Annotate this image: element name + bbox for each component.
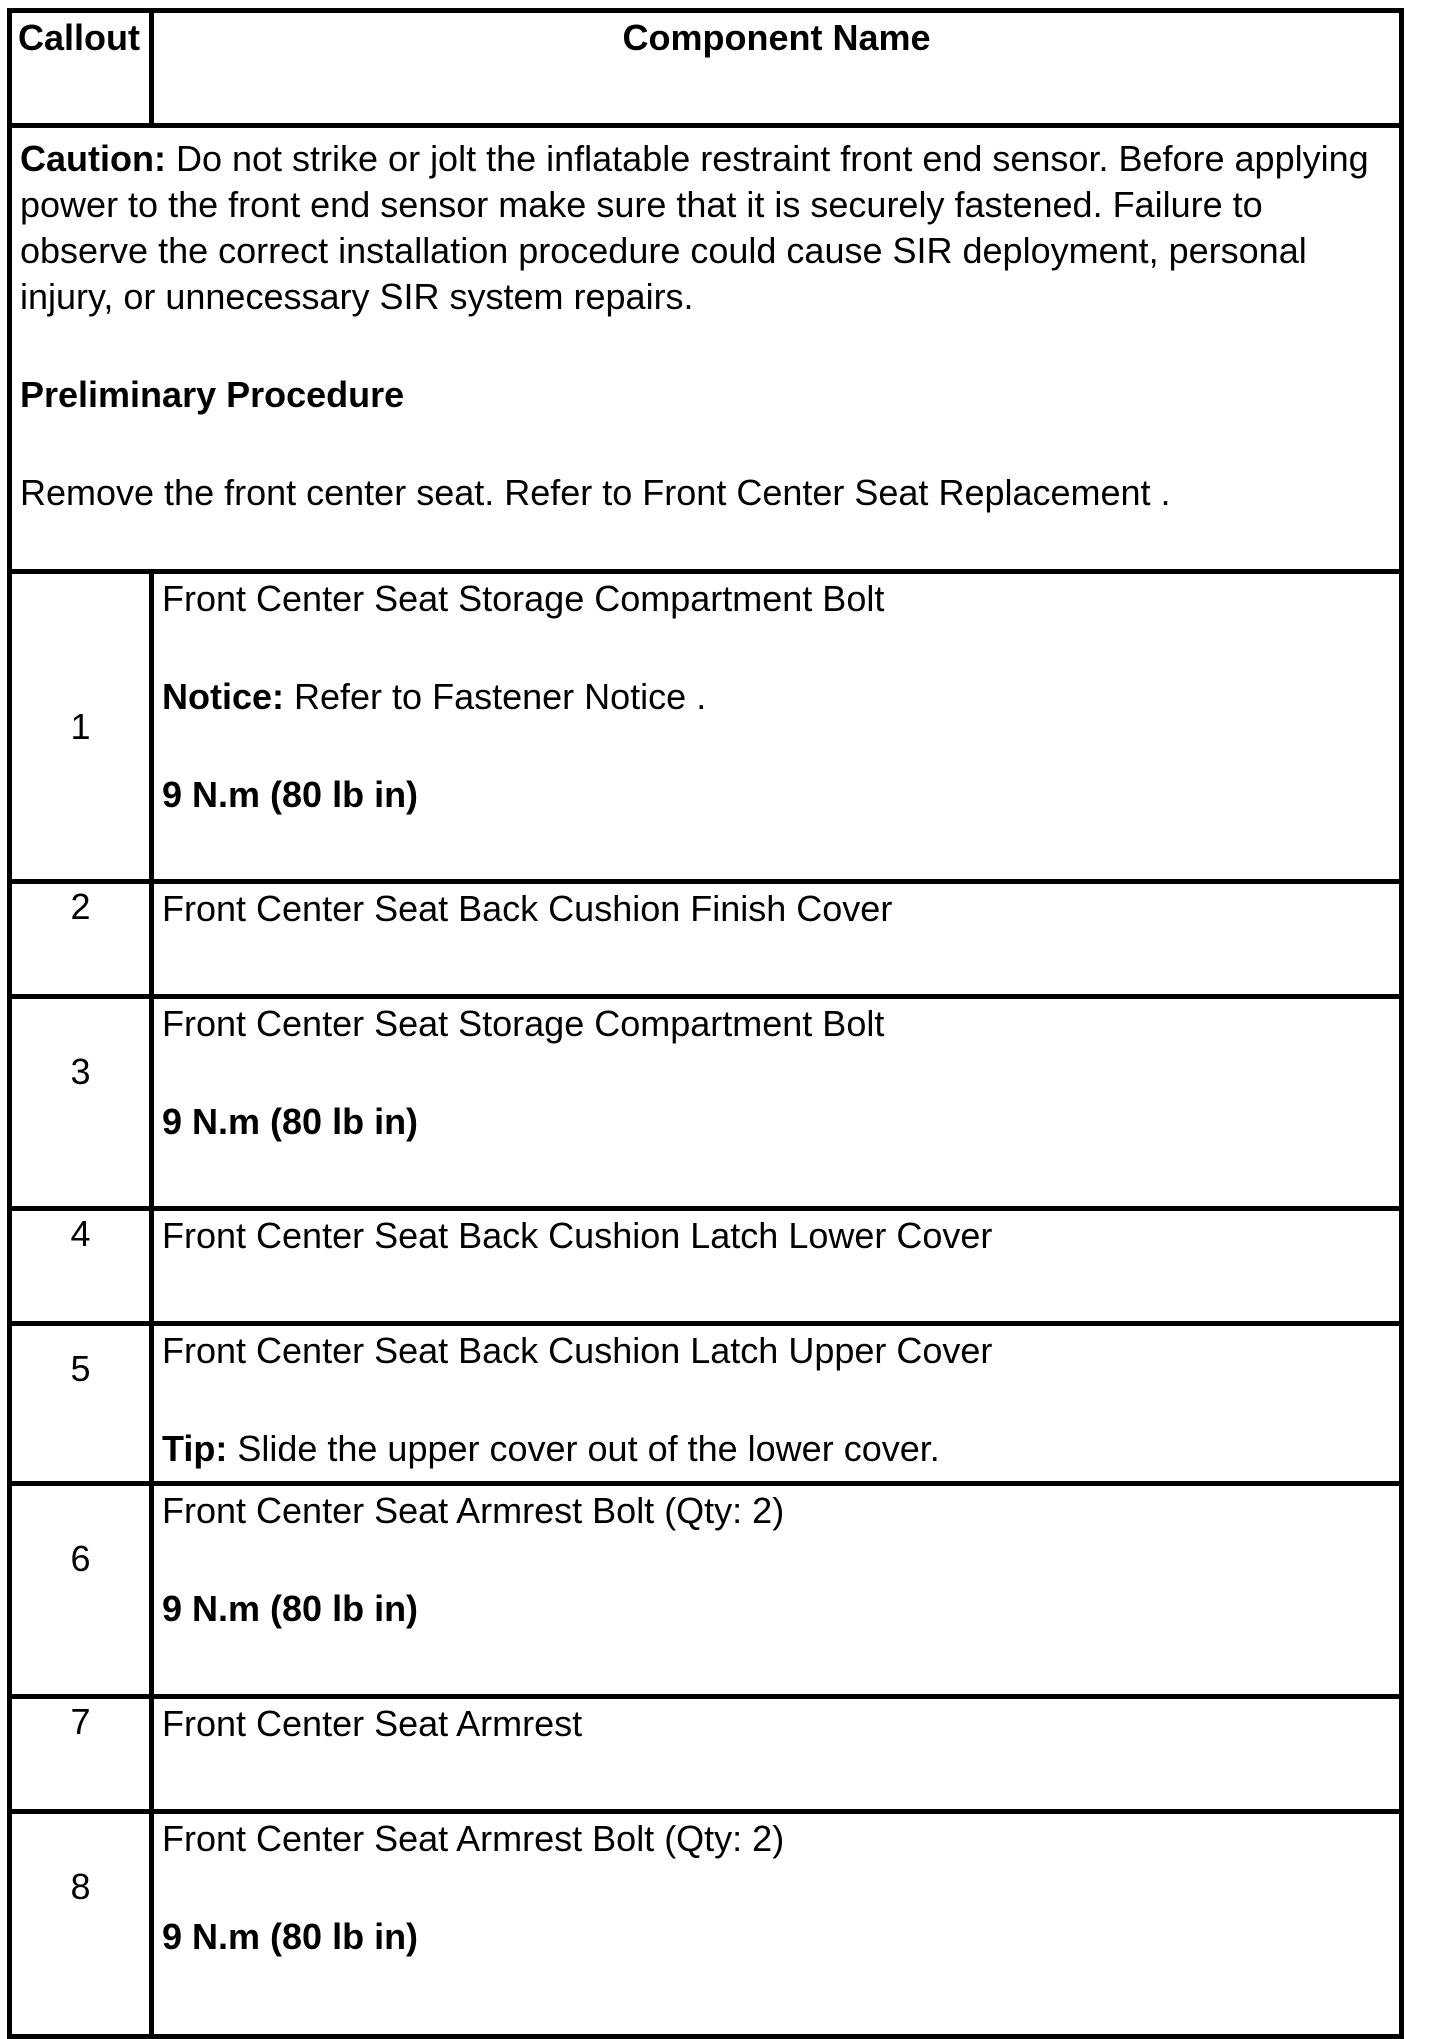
table-row — [10, 1484, 1402, 1697]
callout-number: 7 — [10, 1697, 152, 1812]
notice-text: Refer to Fastener Notice . — [284, 676, 707, 717]
table-row — [10, 1209, 1402, 1324]
component-cell — [152, 997, 1402, 1209]
torque-spec: 9 N.m (80 lb in) — [162, 774, 419, 815]
callout-number: 8 — [10, 1812, 152, 2037]
callout-number: 5 — [10, 1324, 152, 1484]
component-name: Front Center Seat Armrest — [162, 1703, 583, 1744]
component-cell — [152, 882, 1402, 997]
notice-paragraph — [162, 674, 1391, 720]
component-name: Front Center Seat Armrest Bolt (Qty: 2) — [162, 1818, 785, 1859]
callout-number: 6 — [10, 1484, 152, 1697]
component-name: Front Center Seat Back Cushion Latch Lower Cover — [162, 1215, 993, 1256]
component-cell — [152, 1697, 1402, 1812]
intro-cell — [10, 126, 1402, 572]
torque-spec: 9 N.m (80 lb in) — [162, 1916, 419, 1957]
component-name-column-header: Component Name — [152, 11, 1402, 126]
table-row — [10, 1812, 1402, 2037]
component-cell — [152, 1209, 1402, 1324]
preliminary-text: Remove the front center seat. Refer to Front Center Seat Replacement . — [20, 472, 1171, 513]
table-row — [10, 1324, 1402, 1484]
callout-number: 4 — [10, 1209, 152, 1324]
caution-paragraph — [20, 136, 1391, 320]
component-name: Front Center Seat Back Cushion Latch Upper Cover — [162, 1330, 993, 1371]
tip-text: Slide the upper cover out of the lower cover. — [227, 1428, 940, 1469]
component-cell — [152, 1812, 1402, 2037]
callout-number: 2 — [10, 882, 152, 997]
notice-label: Notice: — [162, 676, 285, 717]
intro-row — [10, 126, 1402, 572]
torque-spec: 9 N.m (80 lb in) — [162, 1101, 419, 1142]
tip-label: Tip: — [162, 1428, 228, 1469]
component-name: Front Center Seat Armrest Bolt (Qty: 2) — [162, 1490, 785, 1531]
table-row — [10, 1697, 1402, 1812]
caution-text: Do not strike or jolt the inflatable restraint front end sensor. Before applying power to the front end sensor make sure that it is securely fastened. Failure to observe the correct installation procedure could cause SIR deployment, personal injury, or unnecessary SIR system repairs. — [20, 138, 1369, 317]
callout-column-header: Callout — [10, 11, 152, 126]
table-row — [10, 882, 1402, 997]
component-name: Front Center Seat Storage Compartment Bolt — [162, 1003, 885, 1044]
tip-paragraph — [162, 1426, 1391, 1472]
component-cell — [152, 1484, 1402, 1697]
callout-number: 3 — [10, 997, 152, 1209]
table-row — [10, 997, 1402, 1209]
table-header-row — [10, 11, 1402, 126]
torque-spec: 9 N.m (80 lb in) — [162, 1588, 419, 1629]
preliminary-heading: Preliminary Procedure — [20, 374, 405, 415]
callout-number: 1 — [10, 572, 152, 882]
component-cell — [152, 572, 1402, 882]
component-name: Front Center Seat Storage Compartment Bolt — [162, 578, 885, 619]
table-row — [10, 572, 1402, 882]
component-cell — [152, 1324, 1402, 1484]
components-table — [7, 8, 1404, 2039]
caution-label: Caution: — [20, 138, 166, 179]
component-name: Front Center Seat Back Cushion Finish Cover — [162, 888, 893, 929]
